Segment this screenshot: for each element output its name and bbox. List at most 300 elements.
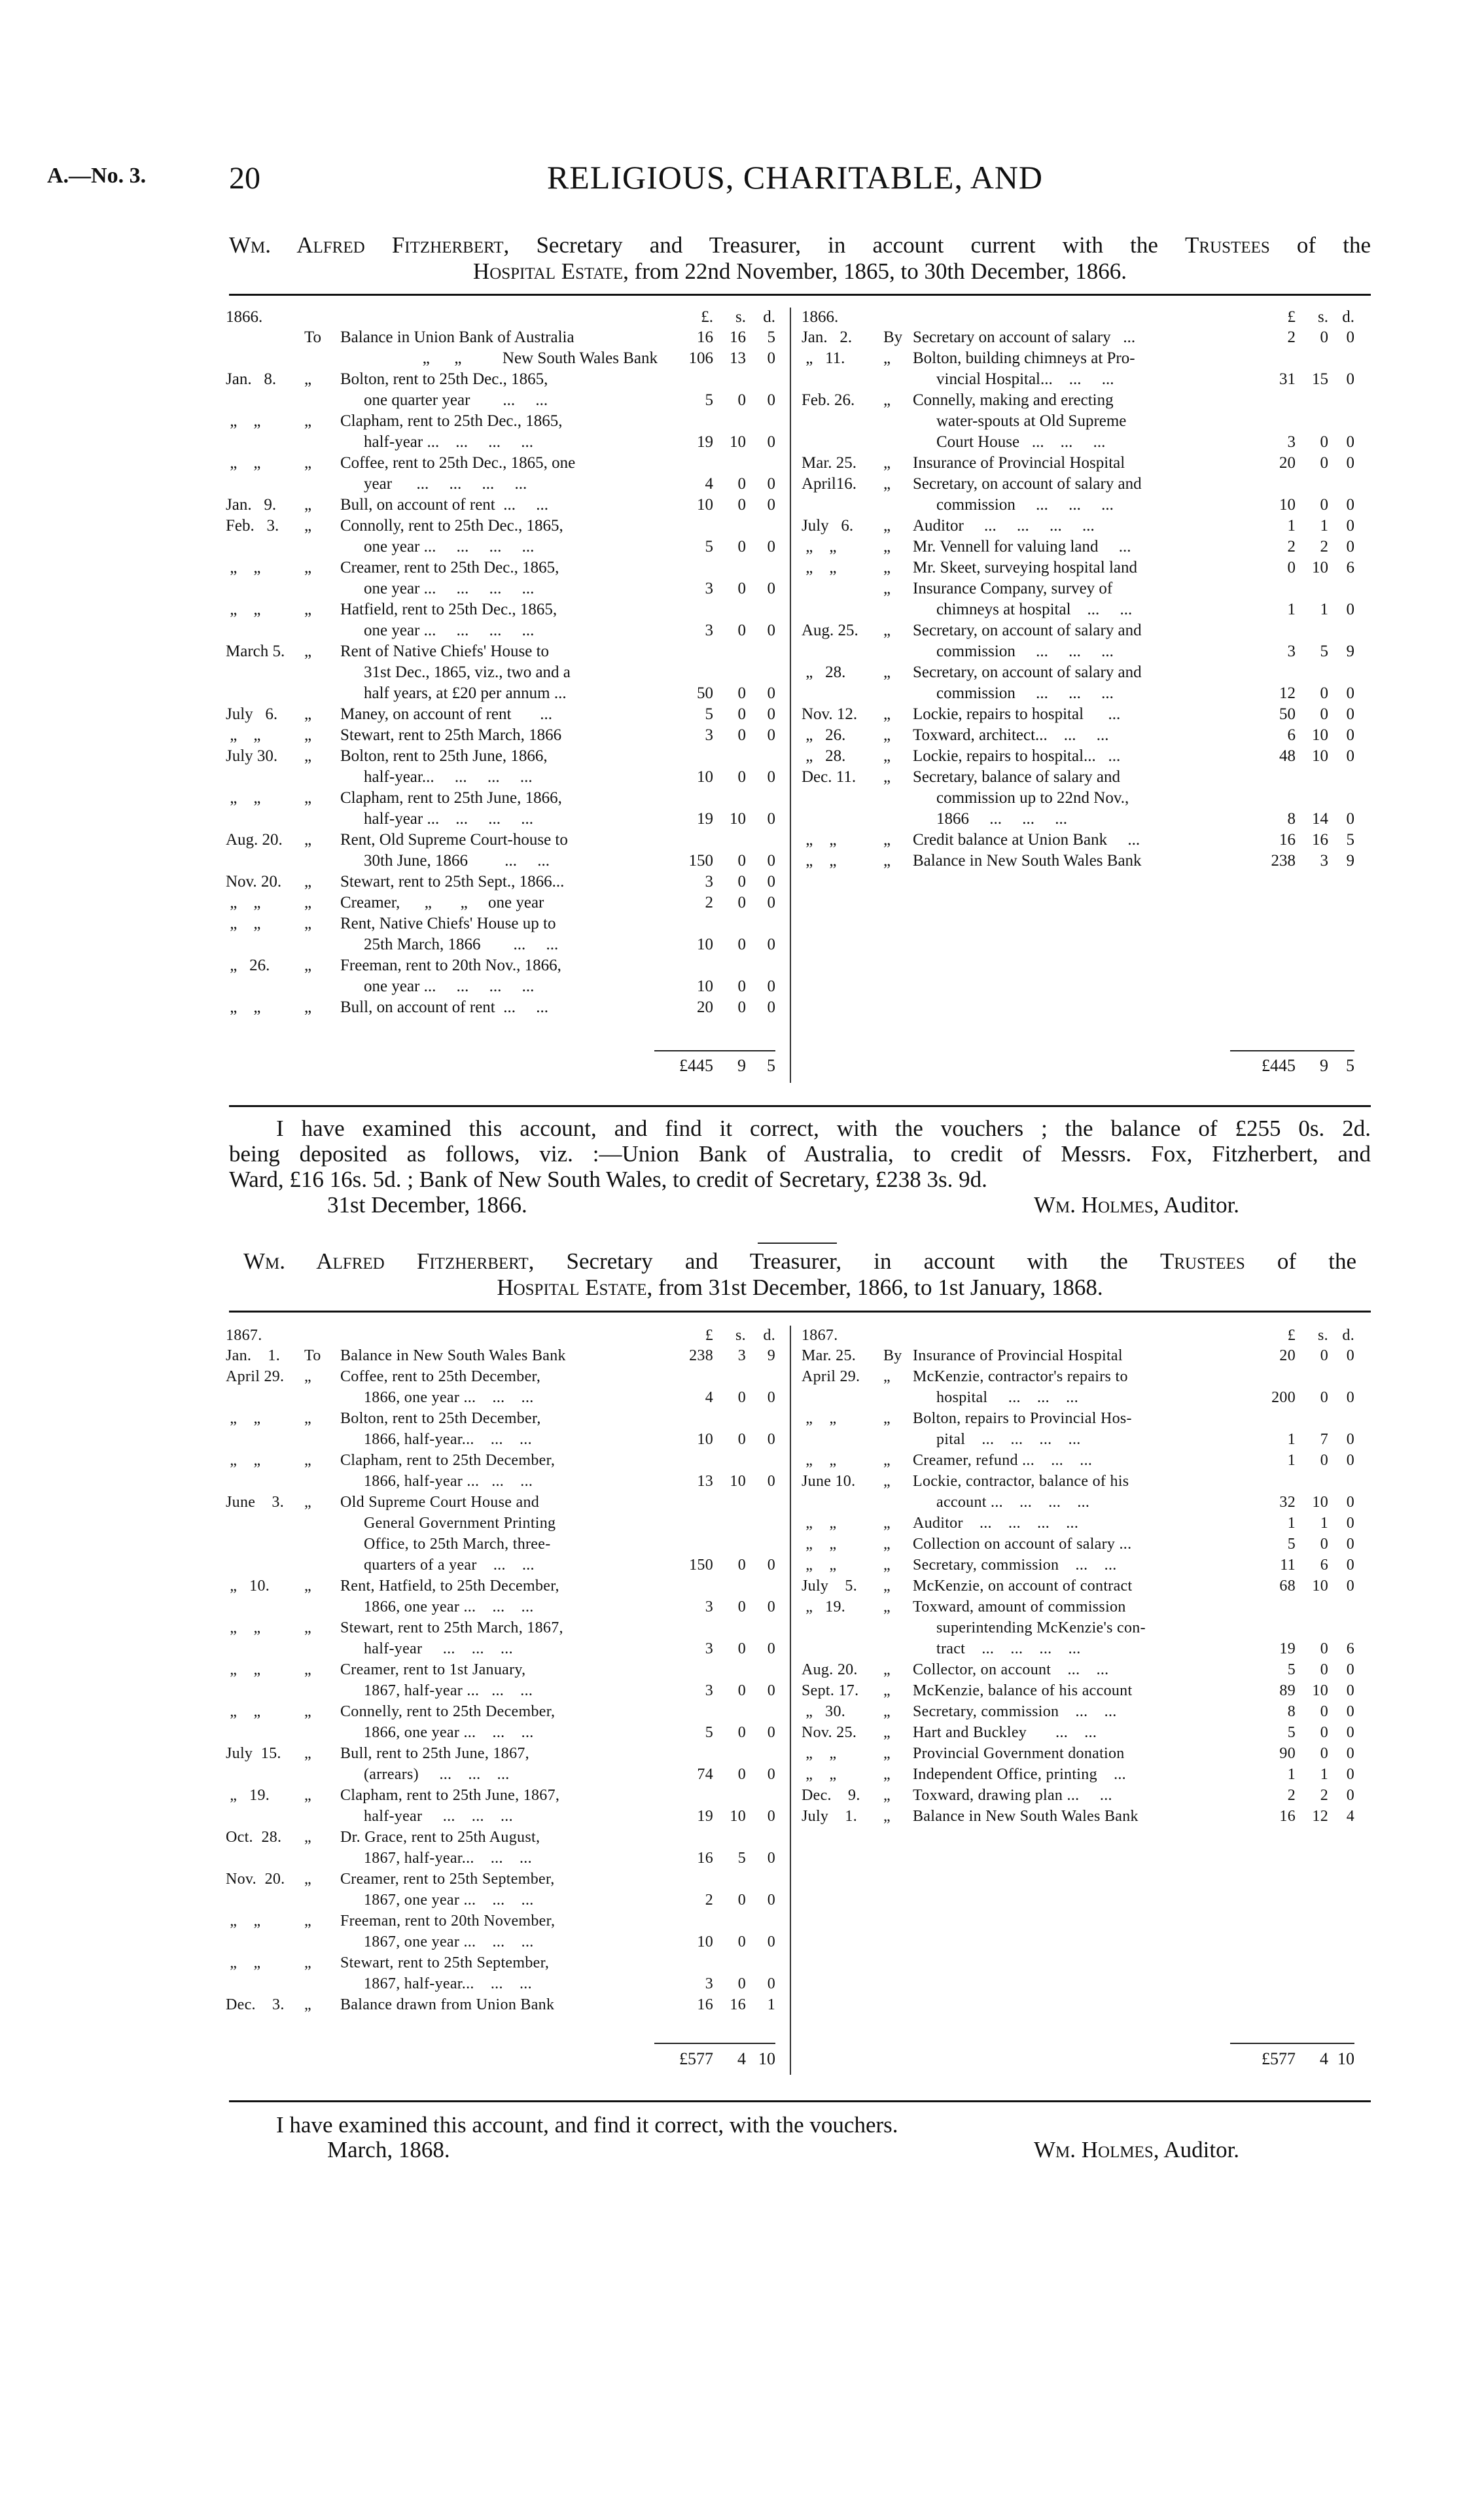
entry-date: „ „: [802, 559, 837, 576]
amount-pence: [746, 1743, 775, 1764]
amount-pence: 0: [767, 1766, 775, 1783]
entry-prefix: „: [304, 559, 312, 576]
amount-pence: 0: [767, 1473, 775, 1490]
amount-pence: [746, 1827, 775, 1848]
entry-prefix: „: [304, 517, 312, 535]
entry-description: one quarter year ... ...: [364, 391, 548, 409]
entry-description: McKenzie, balance of his account: [913, 1682, 1133, 1699]
amount-pounds: 32: [1279, 1494, 1296, 1511]
ledger-row: [802, 851, 1358, 872]
entry-date: [226, 1722, 304, 1743]
entry-description: Freeman, rent to 20th Nov., 1866,: [340, 957, 561, 974]
amount-shillings: 0: [737, 936, 746, 953]
amount-pence: 6: [1346, 1640, 1354, 1657]
entry-description: Collector, on account ... ...: [913, 1661, 1109, 1678]
entry-date: June 10.: [802, 1473, 856, 1490]
entry-description: commission ... ... ...: [936, 496, 1114, 514]
ledger-row: [226, 453, 782, 474]
entry-prefix: [304, 348, 340, 369]
column-header-row: [226, 1326, 782, 1345]
amount-pence: [1328, 1617, 1354, 1638]
amount-pounds: 10: [1279, 496, 1296, 514]
ledger-row: [802, 432, 1358, 453]
amount-pence: 0: [767, 894, 775, 911]
amount-shillings: 0: [737, 705, 746, 723]
amount-pence: 0: [767, 768, 775, 786]
entry-date: July 6.: [226, 705, 278, 723]
entry-date: „ „: [802, 1766, 837, 1783]
entry-description: 25th March, 1866 ... ...: [364, 936, 559, 953]
entry-description: pital ... ... ... ...: [936, 1431, 1081, 1448]
entry-date: [802, 1429, 883, 1450]
amount-pounds: [658, 830, 713, 851]
entry-prefix: „: [304, 1494, 311, 1511]
entry-date: Aug. 20.: [226, 831, 283, 849]
amount-pence: 0: [767, 1557, 775, 1574]
amount-pence: [1328, 1596, 1354, 1617]
amount-pence: [746, 1659, 775, 1680]
entry-date: Aug. 20.: [802, 1661, 858, 1678]
amount-pounds: [658, 516, 713, 537]
entry-date: „ „: [226, 601, 261, 618]
entry-date: [226, 348, 304, 369]
entry-date: [802, 432, 883, 453]
entry-prefix: [883, 411, 913, 432]
title-text: of the: [1245, 1248, 1356, 1274]
ledger-row: [226, 1701, 782, 1722]
entry-date: Aug. 25.: [802, 622, 858, 639]
entry-description: commission up to 22nd Nov.,: [936, 789, 1129, 807]
amount-pence: [746, 1534, 775, 1555]
entry-description: Clapham, rent to 25th Dec., 1865,: [340, 412, 563, 430]
entry-description: Rent, Native Chiefs' House up to: [340, 915, 556, 932]
ledger-row: [226, 1952, 782, 1973]
ledger-row: [802, 809, 1358, 830]
amount-shillings: 0: [737, 1389, 746, 1406]
ledger-row: [226, 1743, 782, 1764]
entry-prefix: „: [304, 370, 312, 388]
entry-description: half years, at £20 per annum ...: [364, 684, 567, 702]
ledger-row: [226, 348, 782, 369]
entry-description: Balance in New South Wales Bank: [340, 1347, 566, 1364]
ledger-row: [802, 830, 1358, 851]
ledger-row: [226, 913, 782, 934]
entry-date: [226, 1764, 304, 1785]
amount-pounds: [1233, 1408, 1296, 1429]
amount-pence: 0: [1346, 1347, 1354, 1364]
ledger-row: [226, 390, 782, 411]
entry-description: Connelly, making and erecting: [913, 391, 1114, 409]
amount-pence: 0: [767, 684, 775, 702]
account1-payments-total: [1233, 1056, 1354, 1076]
amount-pence: [746, 746, 775, 767]
ledger-row: [802, 557, 1358, 578]
amount-shillings: [1296, 662, 1328, 683]
entry-prefix: „: [304, 454, 312, 472]
amount-pence: 0: [767, 852, 775, 870]
amount-shillings: [713, 1534, 746, 1555]
amount-pence: [746, 516, 775, 537]
entry-prefix: „: [883, 1745, 891, 1762]
entry-description: Bolton, building chimneys at Pro-: [913, 349, 1135, 367]
audit-line: I have examined this account, and find it correct, with the vouchers ; the balance of £255 0s. 2d.: [276, 1116, 1371, 1141]
entry-date: „ „: [226, 1410, 261, 1427]
amount-pence: 9: [1346, 852, 1354, 870]
amount-shillings: [713, 746, 746, 767]
amount-shillings: 16: [730, 1996, 746, 2013]
entry-description: account ... ... ... ...: [936, 1494, 1090, 1511]
entry-prefix: „: [304, 1410, 311, 1427]
amount-pounds: [1233, 1471, 1296, 1492]
amount-pence: [746, 641, 775, 662]
entry-description: McKenzie, on account of contract: [913, 1578, 1133, 1595]
title-period: from 31st December, 1866, to 1st January, 1868.: [652, 1275, 1103, 1300]
amount-pounds: 19: [1279, 1640, 1296, 1657]
entry-description: Bolton, rent to 25th Dec., 1865,: [340, 370, 548, 388]
amount-shillings: 0: [737, 726, 746, 744]
amount-pence: 0: [1346, 1389, 1354, 1406]
ledger-row: [802, 1596, 1358, 1617]
amount-pence: 0: [767, 1724, 775, 1741]
total-shillings: 9: [737, 1056, 746, 1075]
amount-shillings: 0: [1320, 684, 1328, 702]
entry-prefix: „: [883, 1410, 891, 1427]
ledger-row: [226, 1429, 782, 1450]
entry-date: July 15.: [226, 1745, 281, 1762]
ledger-row: [226, 1722, 782, 1743]
amount-shillings: 10: [1312, 1578, 1328, 1595]
amount-pence: [746, 1785, 775, 1806]
entry-prefix: „: [304, 894, 312, 911]
amount-pence: [746, 788, 775, 809]
auditor-name: Wm. Holmes,: [1034, 2137, 1159, 2162]
entry-prefix: „: [883, 580, 891, 597]
total-pounds: £577: [1262, 2049, 1296, 2068]
amount-pence: [746, 411, 775, 432]
entry-description: one year ... ... ... ...: [364, 622, 535, 639]
amount-shillings: 0: [737, 496, 746, 514]
amount-pounds: [1233, 411, 1296, 432]
entry-prefix: [304, 390, 340, 411]
amount-pence: 0: [767, 1850, 775, 1867]
auditor-signature: [1034, 2137, 1239, 2163]
amount-pounds: 10: [697, 936, 713, 953]
entry-date: Nov. 25.: [802, 1724, 857, 1741]
amount-pence: [746, 453, 775, 474]
entry-prefix: „: [304, 957, 312, 974]
entry-description: Stewart, rent to 25th March, 1866: [340, 726, 562, 744]
entry-date: [226, 1973, 304, 1994]
entry-description: Stewart, rent to 25th March, 1867,: [340, 1619, 563, 1636]
amount-pence: 0: [1346, 684, 1354, 702]
entry-date: „ „: [226, 789, 261, 807]
entry-date: [226, 1555, 304, 1576]
amount-pence: 0: [1346, 1557, 1354, 1574]
amount-pounds: 1: [1287, 517, 1296, 535]
entry-prefix: „: [304, 1703, 311, 1720]
amount-shillings: 0: [737, 1933, 746, 1950]
amount-shillings: [713, 1617, 746, 1638]
year-label: 1866.: [226, 308, 263, 326]
entry-description: Lockie, repairs to hospital ...: [913, 705, 1121, 723]
entry-prefix: [304, 1471, 340, 1492]
ledger-row: [802, 495, 1358, 516]
divider: [229, 2100, 1371, 2102]
entry-date: „ „: [802, 538, 837, 555]
entry-description: superintending McKenzie's con-: [936, 1619, 1146, 1636]
amount-pence: 0: [767, 1892, 775, 1909]
entry-prefix: „: [304, 873, 312, 891]
entry-date: „ 19.: [226, 1787, 270, 1804]
amount-shillings: 3: [1320, 852, 1328, 870]
amount-pounds: 238: [689, 1347, 713, 1364]
amount-pounds: 10: [697, 1933, 713, 1950]
entry-date: [802, 788, 883, 809]
entry-description: half-year ... ... ...: [364, 1808, 513, 1825]
entry-description: half-year... ... ... ...: [364, 768, 533, 786]
amount-pence: 0: [767, 978, 775, 995]
entry-description: Creamer, rent to 25th September,: [340, 1871, 555, 1888]
amount-pence: 0: [767, 936, 775, 953]
amount-pence: 0: [1346, 1431, 1354, 1448]
entry-description: Auditor ... ... ... ...: [913, 1515, 1079, 1532]
entry-prefix: „: [883, 1682, 891, 1699]
amount-pence: [746, 1492, 775, 1513]
entry-prefix: „: [304, 726, 312, 744]
entry-prefix: [304, 1513, 340, 1534]
entry-prefix: [304, 1429, 340, 1450]
amount-pounds: 106: [688, 349, 713, 367]
amount-pounds: 8: [1287, 810, 1296, 828]
total-shillings: 9: [1320, 1056, 1328, 1075]
ledger-row: [226, 641, 782, 662]
section-separator: [758, 1243, 837, 1244]
entry-description: Balance drawn from Union Bank: [340, 1996, 555, 2013]
amount-pence: [1328, 1408, 1354, 1429]
entry-description: Lockie, contractor, balance of his: [913, 1473, 1129, 1490]
amount-shillings: [713, 369, 746, 390]
ledger-row: [226, 725, 782, 746]
entry-description: Secretary, on account of salary and: [913, 475, 1142, 493]
amount-shillings: [713, 599, 746, 620]
entry-description: 1866, one year ... ... ...: [364, 1389, 534, 1406]
entry-date: [226, 1471, 304, 1492]
entry-prefix: [883, 1429, 913, 1450]
audit-date: 31st December, 1866.: [327, 1192, 527, 1218]
amount-pence: [746, 557, 775, 578]
entry-date: [802, 641, 883, 662]
amount-pence: 0: [1346, 1536, 1354, 1553]
amount-pounds: 20: [1279, 1347, 1296, 1364]
entry-description: Balance in Union Bank of Australia: [340, 328, 574, 346]
amount-pence: 0: [1346, 726, 1354, 744]
amount-shillings: [713, 557, 746, 578]
amount-shillings: 0: [1320, 433, 1328, 451]
amount-shillings: 7: [1320, 1431, 1328, 1448]
amount-pounds: [658, 369, 713, 390]
amount-shillings: 0: [1320, 1389, 1328, 1406]
entry-prefix: [883, 1387, 913, 1408]
amount-pence: 0: [767, 1682, 775, 1699]
amount-pounds: 5: [1287, 1661, 1296, 1678]
ledger-row: [802, 641, 1358, 662]
entry-description: Toxward, drawing plan ... ...: [913, 1787, 1112, 1804]
divider: [229, 1311, 1371, 1313]
amount-pounds: 3: [705, 1682, 713, 1699]
entry-prefix: „: [883, 1452, 891, 1469]
amount-pence: 0: [767, 349, 775, 367]
amount-pounds: 5: [705, 391, 713, 409]
account1-payments-table: [802, 308, 1358, 872]
entry-prefix: „: [883, 1703, 891, 1720]
entry-date: [226, 1890, 304, 1911]
amount-shillings: [1296, 1366, 1328, 1387]
amount-shillings: 0: [1320, 1661, 1328, 1678]
entry-prefix: „: [304, 1996, 311, 2013]
entry-description: Freeman, rent to 20th November,: [340, 1913, 556, 1930]
amount-pounds: 3: [1287, 643, 1296, 660]
amount-pounds: [658, 641, 713, 662]
entry-description: Secretary, commission ... ...: [913, 1557, 1117, 1574]
amount-pence: 0: [767, 496, 775, 514]
amount-pence: 9: [1346, 643, 1354, 660]
amount-pounds: 16: [697, 1996, 713, 2013]
amount-pounds: 6: [1287, 726, 1296, 744]
year-label: 1867.: [802, 1327, 838, 1344]
entry-description: Rent, Hatfield, to 25th December,: [340, 1578, 559, 1595]
ledger-row: [226, 1827, 782, 1848]
ledger-row: [802, 1345, 1358, 1366]
account2-receipts-total: [658, 2049, 775, 2069]
amount-pence: 0: [1346, 1745, 1354, 1762]
entry-prefix: „: [883, 726, 891, 744]
auditor-name: Wm. Holmes,: [1034, 1192, 1159, 1218]
entry-description: 1867, half-year ... ... ...: [364, 1682, 533, 1699]
entry-prefix: [304, 537, 340, 557]
ledger-row: [226, 578, 782, 599]
pounds-header: £: [1287, 308, 1296, 326]
total-pence: 10: [758, 2049, 775, 2068]
entry-description: 1866, one year ... ... ...: [364, 1598, 534, 1615]
amount-shillings: 13: [730, 349, 746, 367]
entry-description: Maney, on account of rent ...: [340, 705, 552, 723]
amount-pounds: 10: [697, 978, 713, 995]
amount-shillings: 0: [1320, 1452, 1328, 1469]
ledger-row: [226, 1387, 782, 1408]
amount-pounds: 3: [705, 1975, 713, 1992]
amount-pence: 0: [767, 475, 775, 493]
entry-date: [802, 1638, 883, 1659]
amount-pence: 0: [1346, 1661, 1354, 1678]
entry-description: Bolton, rent to 25th December,: [340, 1410, 541, 1427]
amount-pounds: 150: [688, 852, 713, 870]
ledger-row: [226, 892, 782, 913]
amount-pence: 4: [1346, 1808, 1354, 1825]
amount-pounds: 50: [697, 684, 713, 702]
amount-shillings: [1296, 767, 1328, 788]
auditor-signature: [1034, 1192, 1239, 1218]
entry-description: Bolton, repairs to Provincial Hos-: [913, 1410, 1132, 1427]
audit-line: Ward, £16 16s. 5d. ; Bank of New South Wales, to credit of Secretary, £238 3s. 9d.: [229, 1167, 987, 1192]
amount-pence: 0: [767, 1389, 775, 1406]
amount-pence: 0: [767, 1975, 775, 1992]
ledger-row: [802, 1680, 1358, 1701]
amount-shillings: 0: [737, 1431, 746, 1448]
ledger-row: [802, 474, 1358, 495]
entry-description: (arrears) ... ... ...: [364, 1766, 510, 1783]
amount-shillings: [1296, 578, 1328, 599]
amount-shillings: 0: [737, 978, 746, 995]
amount-pence: 0: [767, 1933, 775, 1950]
amount-pounds: 4: [705, 1389, 713, 1406]
entry-prefix: [304, 1848, 340, 1869]
amount-pounds: [658, 788, 713, 809]
ledger-row: [802, 1743, 1358, 1764]
ledger-row: [802, 1534, 1358, 1555]
amount-shillings: 1: [1320, 517, 1328, 535]
entry-date: July 5.: [802, 1578, 858, 1595]
column-header-row: [802, 1326, 1358, 1345]
amount-shillings: [713, 1408, 746, 1429]
ledger-row: [226, 1366, 782, 1387]
amount-pence: [746, 1366, 775, 1387]
entry-date: „ „: [226, 1703, 261, 1720]
entry-prefix: [304, 1680, 340, 1701]
entry-date: [226, 767, 304, 788]
amount-shillings: 0: [737, 1724, 746, 1741]
entry-prefix: [304, 1764, 340, 1785]
entry-description: half-year ... ... ... ...: [364, 433, 533, 451]
amount-pounds: [658, 1513, 713, 1534]
entry-date: July 1.: [802, 1808, 858, 1825]
ledger-row: [802, 348, 1358, 369]
entry-description: Coffee, rent to 25th Dec., 1865, one: [340, 454, 576, 472]
entry-date: [226, 1513, 304, 1534]
amount-shillings: [1296, 1617, 1328, 1638]
entry-prefix: „: [304, 1452, 311, 1469]
amount-pence: [1328, 788, 1354, 809]
amount-shillings: 10: [730, 1473, 746, 1490]
entry-prefix: „: [304, 1871, 311, 1888]
ledger-row: [802, 1785, 1358, 1806]
amount-shillings: [1296, 390, 1328, 411]
entry-prefix: „: [304, 747, 312, 765]
title-name: Wm. Alfred Fitzherbert,: [243, 1248, 535, 1274]
entry-date: [802, 599, 883, 620]
entry-date: Oct. 28.: [226, 1829, 282, 1846]
amount-shillings: [713, 662, 746, 683]
ledger-row: [226, 767, 782, 788]
amount-pence: [1328, 1366, 1354, 1387]
amount-pounds: 16: [1279, 831, 1296, 849]
amount-pounds: 16: [697, 328, 713, 346]
amount-pence: 0: [1346, 1494, 1354, 1511]
entry-prefix: [304, 1638, 340, 1659]
amount-shillings: 0: [737, 538, 746, 555]
entry-description: one year ... ... ... ...: [364, 580, 535, 597]
amount-shillings: [713, 1513, 746, 1534]
entry-description: Hart and Buckley ... ...: [913, 1724, 1097, 1741]
amount-pence: 0: [1346, 1578, 1354, 1595]
amount-pounds: 5: [705, 705, 713, 723]
entry-prefix: [883, 1638, 913, 1659]
entry-prefix: [883, 641, 913, 662]
entry-date: „ „: [802, 852, 837, 870]
entry-prefix: „: [883, 349, 891, 367]
amount-pence: [746, 1576, 775, 1596]
entry-date: [226, 390, 304, 411]
entry-date: April16.: [802, 475, 857, 493]
